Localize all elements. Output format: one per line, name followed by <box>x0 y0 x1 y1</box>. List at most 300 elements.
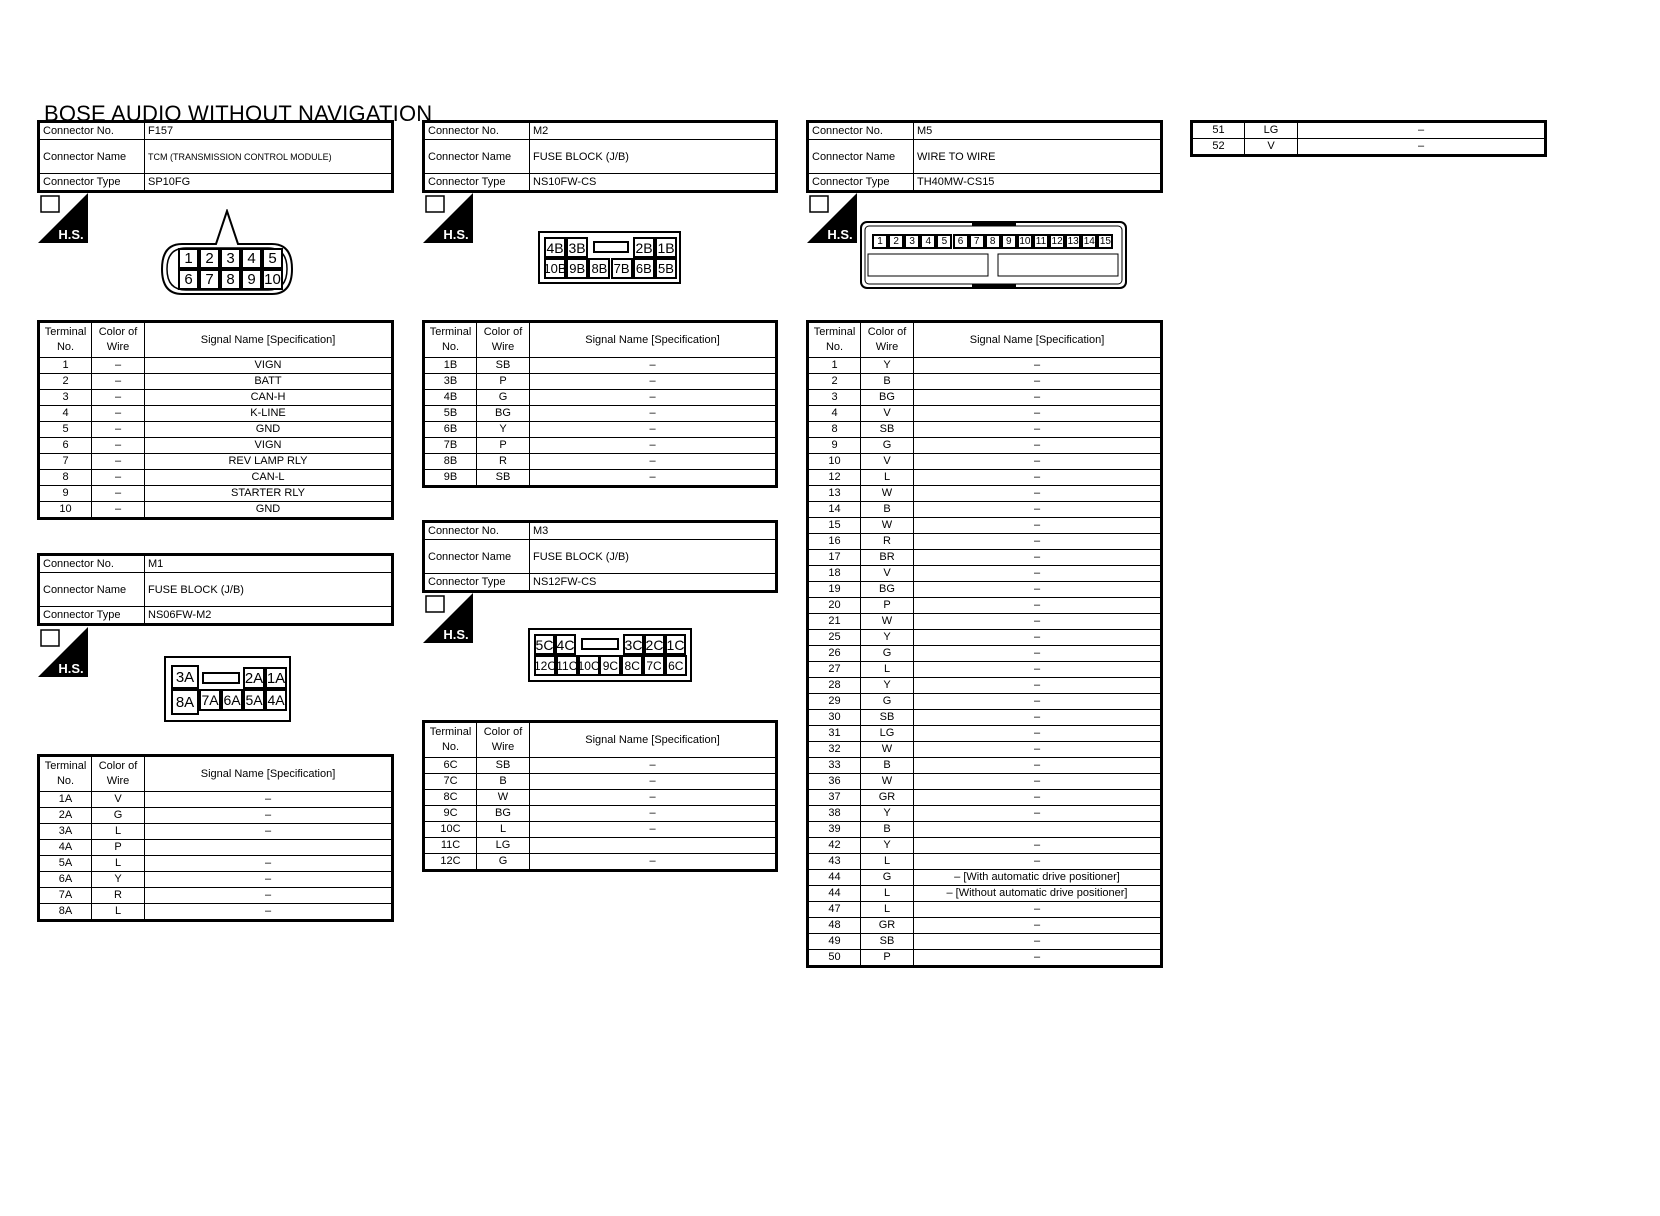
table-row <box>808 646 1162 662</box>
color-cell: – <box>92 470 145 486</box>
table-row <box>808 374 1162 390</box>
color-cell: BR <box>861 550 914 566</box>
table-row <box>808 822 1162 838</box>
terminal-cell: 36 <box>808 774 861 790</box>
connector-m2-face <box>538 231 681 284</box>
color-header: Color of Wire <box>477 722 530 758</box>
connector-pin: 2B <box>633 237 655 258</box>
hs-icon <box>38 193 88 243</box>
table-row <box>808 918 1162 934</box>
signal-cell: VIGN <box>145 438 393 454</box>
color-cell: B <box>861 502 914 518</box>
table-row <box>39 904 393 921</box>
signal-cell: – <box>914 582 1162 598</box>
signal-cell: – <box>530 822 777 838</box>
signal-cell: – <box>1298 139 1546 156</box>
connector-name-label: Connector Name <box>424 540 530 574</box>
color-header: Color of Wire <box>477 322 530 358</box>
terminal-cell: 15 <box>808 518 861 534</box>
terminal-cell: 6B <box>424 422 477 438</box>
color-cell: Y <box>477 422 530 438</box>
connector-pin: 7 <box>199 269 220 290</box>
terminal-cell: 10 <box>808 454 861 470</box>
hs-icon <box>807 193 857 243</box>
terminal-cell: 5B <box>424 406 477 422</box>
table-row <box>39 358 393 374</box>
signal-cell: – <box>914 374 1162 390</box>
connector-no-value: M1 <box>145 555 393 573</box>
color-cell: G <box>477 854 530 871</box>
connector-pin: 2C <box>644 634 665 655</box>
signal-cell: CAN-L <box>145 470 393 486</box>
terminal-cell: 2 <box>808 374 861 390</box>
connector-m1-pin-table <box>37 754 394 922</box>
connector-name-label: Connector Name <box>39 140 145 174</box>
table-row <box>424 838 777 854</box>
connector-no-value: M5 <box>914 122 1162 140</box>
signal-cell: – [Without automatic drive positioner] <box>914 886 1162 902</box>
connector-m2-pin-table <box>422 320 778 488</box>
connector-type-label: Connector Type <box>424 174 530 192</box>
connector-type-value: NS12FW-CS <box>530 574 777 592</box>
connector-name-value: FUSE BLOCK (J/B) <box>530 140 777 174</box>
table-row <box>424 374 777 390</box>
color-cell: V <box>1245 139 1298 156</box>
signal-cell: – <box>914 662 1162 678</box>
terminal-cell: 44 <box>808 886 861 902</box>
color-cell: B <box>861 822 914 838</box>
signal-cell: – <box>914 950 1162 967</box>
color-cell: L <box>92 856 145 872</box>
terminal-cell: 3 <box>39 390 92 406</box>
signal-cell: – <box>530 774 777 790</box>
terminal-cell: 29 <box>808 694 861 710</box>
signal-cell: – <box>914 422 1162 438</box>
terminal-cell: 18 <box>808 566 861 582</box>
connector-pin: 3 <box>904 234 920 249</box>
table-row <box>39 406 393 422</box>
signal-cell: – <box>914 790 1162 806</box>
signal-cell: – <box>145 872 393 888</box>
connector-pin: 11C <box>556 655 578 676</box>
signal-header: Signal Name [Specification] <box>145 322 393 358</box>
connector-m1-face <box>164 656 291 722</box>
color-cell: L <box>861 470 914 486</box>
connector-pin: 5A <box>243 689 265 711</box>
terminal-cell: 47 <box>808 902 861 918</box>
terminal-cell: 1B <box>424 358 477 374</box>
terminal-cell: 8C <box>424 790 477 806</box>
connector-pin: 6A <box>221 689 243 711</box>
table-row <box>39 470 393 486</box>
terminal-cell: 6 <box>39 438 92 454</box>
connector-pin: 7 <box>969 234 985 249</box>
connector-pin: 1B <box>655 237 677 258</box>
connector-pin: 4 <box>241 248 262 269</box>
color-cell: SB <box>861 934 914 950</box>
connector-f157-info <box>37 120 394 193</box>
hs-icon <box>38 627 88 677</box>
color-cell: Y <box>861 678 914 694</box>
connector-pin: 6C <box>665 655 687 676</box>
color-cell: SB <box>861 710 914 726</box>
table-row <box>808 662 1162 678</box>
signal-cell <box>914 822 1162 838</box>
connector-type-value: NS10FW-CS <box>530 174 777 192</box>
color-cell: L <box>861 886 914 902</box>
color-cell: BG <box>477 406 530 422</box>
signal-cell: – <box>145 904 393 921</box>
connector-no-value: M2 <box>530 122 777 140</box>
connector-m3-face <box>528 628 692 682</box>
signal-cell: – <box>914 486 1162 502</box>
table-row <box>808 854 1162 870</box>
color-cell: L <box>861 854 914 870</box>
terminal-cell: 25 <box>808 630 861 646</box>
signal-cell: – <box>914 454 1162 470</box>
table-row <box>424 806 777 822</box>
terminal-cell: 4 <box>808 406 861 422</box>
table-row <box>39 502 393 519</box>
terminal-cell: 2 <box>39 374 92 390</box>
table-row <box>39 438 393 454</box>
connector-pin: 5B <box>655 258 677 279</box>
connector-pin: 8C <box>621 655 643 676</box>
color-cell: W <box>477 790 530 806</box>
color-header: Color of Wire <box>92 756 145 792</box>
signal-cell: BATT <box>145 374 393 390</box>
terminal-cell: 38 <box>808 806 861 822</box>
color-cell: R <box>477 454 530 470</box>
table-row <box>808 502 1162 518</box>
signal-cell: – <box>530 438 777 454</box>
terminal-cell: 51 <box>1192 122 1245 139</box>
signal-cell: – <box>914 438 1162 454</box>
color-cell: SB <box>477 358 530 374</box>
color-cell: P <box>92 840 145 856</box>
hs-label: H.S. <box>58 661 84 676</box>
terminal-cell: 48 <box>808 918 861 934</box>
signal-cell: – <box>914 854 1162 870</box>
color-cell: W <box>861 742 914 758</box>
terminal-cell: 19 <box>808 582 861 598</box>
signal-cell: – <box>914 630 1162 646</box>
table-row <box>424 358 777 374</box>
color-cell: – <box>92 358 145 374</box>
connector-lock-slot <box>202 672 240 684</box>
connector-pin: 3B <box>566 237 588 258</box>
signal-header: Signal Name [Specification] <box>145 756 393 792</box>
color-cell: LG <box>477 838 530 854</box>
terminal-no-header: Terminal No. <box>39 322 92 358</box>
color-cell: P <box>861 598 914 614</box>
connector-pin: 7B <box>611 258 633 279</box>
hs-label: H.S. <box>443 227 469 242</box>
terminal-cell: 3B <box>424 374 477 390</box>
color-cell: V <box>92 792 145 808</box>
table-row <box>808 390 1162 406</box>
table-row <box>39 374 393 390</box>
page-title: BOSE AUDIO WITHOUT NAVIGATION <box>44 101 433 126</box>
table-row <box>39 422 393 438</box>
table-row <box>39 808 393 824</box>
color-cell: – <box>92 502 145 519</box>
connector-type-value: SP10FG <box>145 174 393 192</box>
table-row <box>39 888 393 904</box>
table-row <box>808 614 1162 630</box>
terminal-no-header: Terminal No. <box>808 322 861 358</box>
terminal-cell: 8A <box>39 904 92 921</box>
terminal-cell: 12 <box>808 470 861 486</box>
connector-pin: 1 <box>178 248 199 269</box>
connector-pin: 12 <box>1049 234 1065 249</box>
signal-cell: – <box>914 774 1162 790</box>
connector-f157-pin-table <box>37 320 394 520</box>
color-cell: P <box>477 438 530 454</box>
connector-no-label: Connector No. <box>424 522 530 540</box>
color-cell: G <box>861 438 914 454</box>
terminal-cell: 9C <box>424 806 477 822</box>
connector-pin: 3 <box>220 248 241 269</box>
terminal-cell: 1 <box>808 358 861 374</box>
connector-name-label: Connector Name <box>39 573 145 607</box>
table-row <box>424 390 777 406</box>
signal-cell: – <box>914 470 1162 486</box>
connector-name-value: FUSE BLOCK (J/B) <box>530 540 777 574</box>
connector-pin: 10 <box>1017 234 1033 249</box>
table-row <box>808 550 1162 566</box>
terminal-cell: 4B <box>424 390 477 406</box>
table-row <box>808 358 1162 374</box>
color-cell: Y <box>861 358 914 374</box>
color-cell: BG <box>861 582 914 598</box>
signal-cell: – <box>530 470 777 487</box>
table-row <box>808 694 1162 710</box>
signal-cell: – <box>914 710 1162 726</box>
signal-cell: CAN-H <box>145 390 393 406</box>
connector-no-label: Connector No. <box>39 122 145 140</box>
color-cell: L <box>92 824 145 840</box>
hs-label: H.S. <box>827 227 853 242</box>
signal-cell: – <box>145 808 393 824</box>
table-row <box>808 710 1162 726</box>
terminal-cell: 32 <box>808 742 861 758</box>
table-row <box>39 390 393 406</box>
table-row <box>808 486 1162 502</box>
signal-header: Signal Name [Specification] <box>530 722 777 758</box>
connector-pin: 10C <box>578 655 600 676</box>
table-row <box>808 758 1162 774</box>
color-cell: V <box>861 406 914 422</box>
connector-pin: 2A <box>243 667 265 689</box>
signal-cell: – <box>145 888 393 904</box>
color-cell: L <box>861 662 914 678</box>
terminal-cell: 10C <box>424 822 477 838</box>
color-cell: V <box>861 454 914 470</box>
table-row <box>808 438 1162 454</box>
table-row <box>808 950 1162 967</box>
signal-cell: – <box>914 902 1162 918</box>
hs-icon <box>423 593 473 643</box>
connector-name-value: TCM (TRANSMISSION CONTROL MODULE) <box>145 140 393 174</box>
connector-no-value: M3 <box>530 522 777 540</box>
terminal-cell: 9 <box>39 486 92 502</box>
table-row <box>424 774 777 790</box>
connector-no-label: Connector No. <box>424 122 530 140</box>
connector-pin: 2 <box>888 234 904 249</box>
connector-pin: 5 <box>262 248 283 269</box>
signal-cell: GND <box>145 422 393 438</box>
color-cell: – <box>92 422 145 438</box>
terminal-cell: 7A <box>39 888 92 904</box>
terminal-cell: 50 <box>808 950 861 967</box>
connector-pin: 15 <box>1097 234 1113 249</box>
signal-cell: – <box>914 406 1162 422</box>
table-row <box>808 630 1162 646</box>
terminal-cell: 7 <box>39 454 92 470</box>
color-cell: R <box>861 534 914 550</box>
connector-pin: 8A <box>171 689 199 715</box>
connector-m5-pin-table-continued <box>1190 120 1547 157</box>
table-row <box>424 454 777 470</box>
color-cell: G <box>861 646 914 662</box>
terminal-cell: 5A <box>39 856 92 872</box>
terminal-cell: 16 <box>808 534 861 550</box>
terminal-cell: 21 <box>808 614 861 630</box>
connector-name-value: WIRE TO WIRE <box>914 140 1162 174</box>
table-row <box>1192 139 1546 156</box>
table-row <box>808 742 1162 758</box>
connector-lock-slot <box>581 638 619 650</box>
terminal-cell: 3A <box>39 824 92 840</box>
color-cell: Y <box>861 838 914 854</box>
connector-pin: 3A <box>171 665 199 689</box>
signal-cell: – <box>914 934 1162 950</box>
color-cell: W <box>861 774 914 790</box>
connector-no-label: Connector No. <box>39 555 145 573</box>
connector-name-label: Connector Name <box>424 140 530 174</box>
signal-cell: – <box>914 550 1162 566</box>
color-cell: W <box>861 614 914 630</box>
connector-pin: 1C <box>665 634 686 655</box>
color-cell: L <box>92 904 145 921</box>
table-row <box>808 934 1162 950</box>
signal-header: Signal Name [Specification] <box>530 322 777 358</box>
terminal-no-header: Terminal No. <box>39 756 92 792</box>
table-row <box>1192 122 1546 139</box>
terminal-cell: 4A <box>39 840 92 856</box>
color-cell: BG <box>861 390 914 406</box>
table-row <box>39 824 393 840</box>
connector-pin: 8 <box>985 234 1001 249</box>
table-row <box>39 792 393 808</box>
connector-pin: 1A <box>265 667 287 689</box>
terminal-cell: 3 <box>808 390 861 406</box>
connector-m2-info <box>422 120 778 193</box>
connector-type-label: Connector Type <box>808 174 914 192</box>
color-cell: V <box>861 566 914 582</box>
signal-cell: – <box>530 790 777 806</box>
table-row <box>39 840 393 856</box>
table-row <box>808 726 1162 742</box>
terminal-cell: 44 <box>808 870 861 886</box>
signal-cell: – <box>530 854 777 871</box>
table-row <box>808 886 1162 902</box>
connector-pin: 10B <box>544 258 566 279</box>
color-cell: G <box>861 870 914 886</box>
signal-cell: – <box>914 646 1162 662</box>
terminal-cell: 37 <box>808 790 861 806</box>
color-cell: W <box>861 518 914 534</box>
connector-pin: 9B <box>566 258 588 279</box>
table-row <box>808 422 1162 438</box>
color-cell: SB <box>477 470 530 487</box>
connector-pin: 7A <box>199 689 221 711</box>
terminal-cell: 33 <box>808 758 861 774</box>
signal-cell: – <box>914 534 1162 550</box>
connector-no-value: F157 <box>145 122 393 140</box>
connector-pin: 2 <box>199 248 220 269</box>
color-cell: L <box>477 822 530 838</box>
terminal-cell: 12C <box>424 854 477 871</box>
signal-cell: VIGN <box>145 358 393 374</box>
signal-cell: – <box>1298 122 1546 139</box>
terminal-cell: 2A <box>39 808 92 824</box>
signal-cell: – <box>914 614 1162 630</box>
signal-cell: – <box>914 918 1162 934</box>
color-cell: BG <box>477 806 530 822</box>
signal-cell: – <box>145 824 393 840</box>
signal-cell: REV LAMP RLY <box>145 454 393 470</box>
signal-cell: – <box>914 518 1162 534</box>
table-row <box>39 486 393 502</box>
signal-cell: – <box>914 502 1162 518</box>
color-cell: B <box>861 758 914 774</box>
connector-f157-face <box>160 209 294 297</box>
connector-m3-info <box>422 520 778 593</box>
signal-cell: – <box>914 358 1162 374</box>
color-cell: B <box>477 774 530 790</box>
terminal-cell: 8B <box>424 454 477 470</box>
connector-m3-pin-table <box>422 720 778 872</box>
signal-cell: – <box>914 390 1162 406</box>
connector-pin: 3C <box>623 634 644 655</box>
table-row <box>808 534 1162 550</box>
color-cell: Y <box>861 630 914 646</box>
terminal-cell: 11C <box>424 838 477 854</box>
table-row <box>424 822 777 838</box>
connector-pin: 11 <box>1033 234 1049 249</box>
signal-cell: – <box>530 358 777 374</box>
connector-m5-pin-table <box>806 320 1163 968</box>
table-row <box>808 806 1162 822</box>
color-cell: – <box>92 390 145 406</box>
signal-cell: – <box>530 406 777 422</box>
signal-cell: – <box>914 742 1162 758</box>
signal-cell: – <box>530 758 777 774</box>
table-row <box>808 678 1162 694</box>
table-row <box>808 582 1162 598</box>
connector-name-label: Connector Name <box>808 140 914 174</box>
signal-cell: K-LINE <box>145 406 393 422</box>
color-cell: – <box>92 374 145 390</box>
table-row <box>808 518 1162 534</box>
terminal-cell: 39 <box>808 822 861 838</box>
table-row <box>39 872 393 888</box>
color-cell: GR <box>861 918 914 934</box>
color-cell: L <box>861 902 914 918</box>
signal-cell: – <box>530 806 777 822</box>
